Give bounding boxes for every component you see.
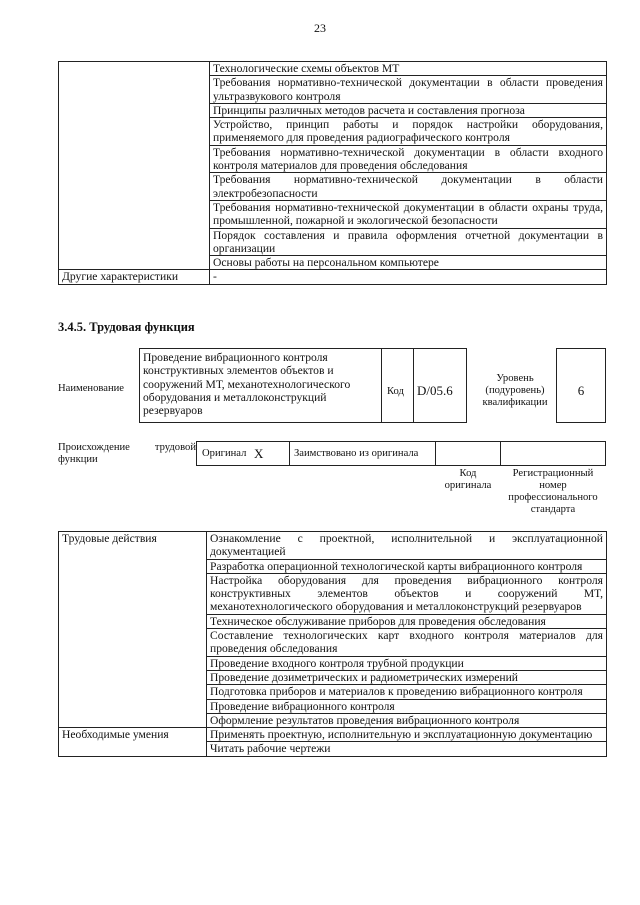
origin-original-cell xyxy=(196,441,290,466)
code-label-box xyxy=(382,348,414,423)
skill-item: Читать рабочие чертежи xyxy=(207,742,607,756)
other-characteristics-value: - xyxy=(210,270,607,284)
borrowed-label: Заимствовано из оригинала xyxy=(294,448,419,459)
action-item: Разработка операционной технологической карты вибрационного контроля xyxy=(207,559,607,573)
other-characteristics-label: Другие характеристики xyxy=(59,270,210,284)
action-item: Проведение вибрационного контроля xyxy=(207,699,607,713)
knowledge-item: Порядок составления и правила оформления отчетной документации в организации xyxy=(210,228,607,256)
knowledge-label-cell xyxy=(59,62,210,270)
code-value-box xyxy=(413,348,467,423)
knowledge-table xyxy=(58,61,607,285)
origin-label: Происхождение трудовой функции xyxy=(58,442,196,465)
origin-reg-cell xyxy=(500,441,606,466)
action-item: Оформление результатов проведения вибрационного контроля xyxy=(207,713,607,727)
action-item: Проведение дозиметрических и радиометрических измерений xyxy=(207,670,607,684)
action-item: Техническое обслуживание приборов для проведения обследования xyxy=(207,614,607,628)
action-item: Проведение входного контроля трубной продукции xyxy=(207,656,607,670)
action-item: Составление технологических карт входного контроля материалов для проведения обследования xyxy=(207,629,607,657)
action-item: Ознакомление с проектной, исполнительной и эксплуатационной документацией xyxy=(207,532,607,560)
knowledge-item: Основы работы на персональном компьютере xyxy=(210,256,607,270)
knowledge-item: Требования нормативно-технической документации в области проведения ультразвукового контроля xyxy=(210,76,607,104)
level-value-box xyxy=(556,348,606,423)
knowledge-item: Устройство, принцип работы и порядок настройки оборудования, применяемого для проведения радиографического контроля xyxy=(210,118,607,146)
code-label: Код xyxy=(387,386,404,397)
code-value: D/05.6 xyxy=(417,383,453,398)
page-number: 23 xyxy=(314,21,326,35)
section-title: 3.4.5. Трудовая функция xyxy=(58,320,195,334)
name-value: Проведение вибрационного контроля конструктивных элементов объектов и сооружений МТ, механотехнологического оборудования и металлоконструкций резервуаров xyxy=(143,351,351,418)
level-value: 6 xyxy=(577,383,585,398)
actions-label: Трудовые действия xyxy=(59,532,207,728)
level-label: Уровень (подуровень) квалификации xyxy=(482,373,548,408)
origin-code-cell xyxy=(435,441,501,466)
knowledge-item: Технологические схемы объектов МТ xyxy=(210,62,607,76)
action-item: Настройка оборудования для проведения вибрационного контроля конструктивных элементов объектов и сооружений МТ, механотехнологического оборудования и металлоконструкций резервуаров xyxy=(207,573,607,614)
actions-table xyxy=(58,531,607,757)
original-label: Оригинал xyxy=(202,448,247,459)
knowledge-item: Требования нормативно-технической документации в области электробезопасности xyxy=(210,173,607,201)
skills-label: Необходимые умения xyxy=(59,728,207,757)
code-caption: Код оригинала xyxy=(444,468,492,491)
original-mark: X xyxy=(254,446,264,461)
knowledge-item: Требования нормативно-технической документации в области охраны труда, промышленной, пожарной и экологической безопасности xyxy=(210,200,607,228)
action-item: Подготовка приборов и материалов к проведению вибрационного контроля xyxy=(207,685,607,699)
origin-borrowed-cell xyxy=(289,441,436,466)
name-label: Наименование xyxy=(58,383,124,394)
knowledge-item: Требования нормативно-технической документации в области входного контроля материалов для проведения обследования xyxy=(210,145,607,173)
name-value-box xyxy=(139,348,382,423)
skill-item: Применять проектную, исполнительную и эксплуатационную документацию xyxy=(207,728,607,742)
knowledge-item: Принципы различных методов расчета и составления прогноза xyxy=(210,103,607,117)
reg-caption: Регистрационный номер профессионального стандарта xyxy=(508,468,598,515)
